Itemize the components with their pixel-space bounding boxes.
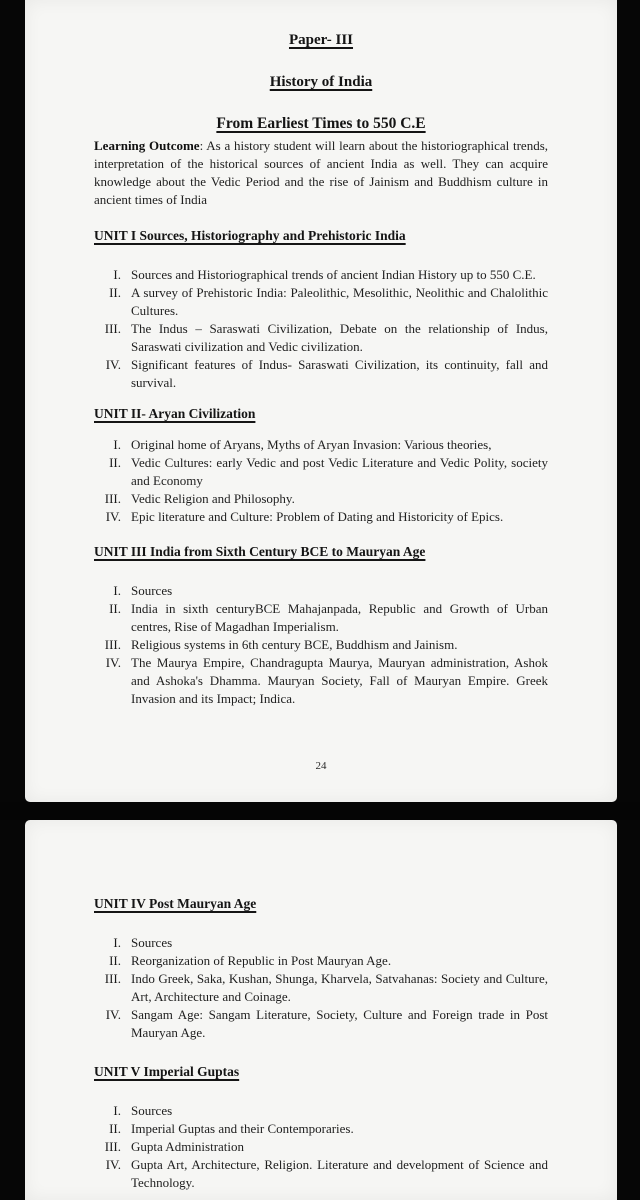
item-text: Vedic Cultures: early Vedic and post Vedic Literature and Vedic Polity, society and Economy: [131, 455, 548, 488]
item-numeral: III.: [104, 1139, 121, 1154]
unit-3-heading: UNIT III India from Sixth Century BCE to Mauryan Age: [94, 544, 426, 559]
item-numeral: I.: [113, 583, 121, 598]
item-numeral: IV.: [105, 1157, 121, 1172]
unit-4-list: [94, 934, 548, 1042]
list-item: [94, 454, 548, 490]
unit-5-list: [94, 1102, 548, 1192]
item-numeral: II.: [109, 953, 121, 968]
list-item: [94, 1138, 548, 1156]
item-numeral: III.: [104, 491, 121, 506]
unit-5-section: [25, 1063, 617, 1192]
item-text: Indo Greek, Saka, Kushan, Shunga, Kharvela, Satvahanas: Society and Culture, Art, Architecture and Coinage.: [131, 971, 548, 1004]
unit-2-section: [25, 405, 617, 526]
unit-1-list: [94, 266, 548, 392]
list-item: [94, 934, 548, 952]
item-text: Sources: [131, 935, 173, 950]
item-numeral: I.: [113, 437, 121, 452]
period-title: From Earliest Times to 550 C.E: [216, 115, 426, 132]
item-numeral: III.: [104, 321, 121, 336]
learning-outcome-paragraph: [94, 137, 548, 209]
unit-2-list: [94, 436, 548, 526]
subject-title: History of India: [269, 74, 373, 90]
list-item: [94, 320, 548, 356]
item-text: A survey of Prehistoric India: Paleolithic, Mesolithic, Neolithic and Chalolithic Cultures.: [131, 285, 548, 318]
unit-4-heading: UNIT IV Post Mauryan Age: [94, 896, 257, 911]
item-numeral: IV.: [105, 1007, 121, 1022]
item-text: Sangam Age: Sangam Literature, Society, Culture and Foreign trade in Post Mauryan Age.: [131, 1007, 548, 1040]
paper-title: Paper- III: [288, 32, 354, 48]
item-text: Gupta Art, Architecture, Religion. Literature and development of Science and Technology.: [131, 1157, 548, 1190]
learning-outcome-label: Learning Outcome: [94, 138, 200, 153]
unit-1-heading: UNIT I Sources, Historiography and Prehistoric India: [94, 228, 406, 243]
unit-2-heading: UNIT II- Aryan Civilization: [94, 406, 256, 421]
item-text: Significant features of Indus- Saraswati Civilization, its continuity, fall and survival.: [131, 357, 548, 390]
item-numeral: I.: [113, 267, 121, 282]
list-item: [94, 284, 548, 320]
item-numeral: II.: [109, 285, 121, 300]
item-text: Imperial Guptas and their Contemporaries.: [131, 1121, 354, 1136]
list-item: [94, 436, 548, 454]
item-numeral: III.: [104, 637, 121, 652]
unit-3-list: [94, 582, 548, 708]
item-text: Reorganization of Republic in Post Mauryan Age.: [131, 953, 392, 968]
item-numeral: III.: [104, 971, 121, 986]
item-numeral: IV.: [105, 357, 121, 372]
list-item: [94, 636, 548, 654]
item-text: India in sixth centuryBCE Mahajanpada, Republic and Growth of Urban centres, Rise of Magadhan Imperialism.: [131, 601, 548, 634]
item-numeral: II.: [109, 455, 121, 470]
item-numeral: I.: [113, 1103, 121, 1118]
item-numeral: I.: [113, 935, 121, 950]
item-text: The Maurya Empire, Chandragupta Maurya, Mauryan administration, Ashok and Ashoka's Dhamma. Mauryan Society, Fall of Mauryan Empire. Greek Invasion and its Impact; Indica.: [131, 655, 548, 706]
item-numeral: II.: [109, 601, 121, 616]
learning-outcome-text: : As a history student will learn about the historiographical trends, interpretation of the historical sources of ancient India as well. They can acquire knowledge about the Vedic Period and the rise of Jainism and Buddhism culture in ancient times of India: [94, 138, 549, 207]
item-text: Epic literature and Culture: Problem of Dating and Historicity of Epics.: [131, 509, 504, 524]
item-numeral: IV.: [105, 509, 121, 524]
list-item: [94, 490, 548, 508]
unit-5-heading: UNIT V Imperial Guptas: [94, 1064, 240, 1079]
list-item: [94, 356, 548, 392]
list-item: [94, 1102, 548, 1120]
page-number: 24: [315, 760, 327, 772]
list-item: [94, 582, 548, 600]
item-numeral: IV.: [105, 655, 121, 670]
unit-1-section: [25, 227, 617, 392]
list-item: [94, 654, 548, 708]
list-item: [94, 970, 548, 1006]
item-numeral: II.: [109, 1121, 121, 1136]
list-item: [94, 508, 548, 526]
item-text: Sources: [131, 583, 173, 598]
item-text: The Indus – Saraswati Civilization, Debate on the relationship of Indus, Saraswati civilization and Vedic civilization.: [131, 321, 548, 354]
item-text: Gupta Administration: [131, 1139, 245, 1154]
list-item: [94, 1120, 548, 1138]
syllabus-page-1: [25, 0, 617, 802]
page-gap-divider: [0, 802, 640, 820]
item-text: Sources: [131, 1103, 173, 1118]
item-text: Vedic Religion and Philosophy.: [131, 491, 295, 506]
list-item: [94, 266, 548, 284]
item-text: Original home of Aryans, Myths of Aryan Invasion: Various theories,: [131, 437, 492, 452]
unit-4-section: [25, 820, 617, 1042]
item-text: Sources and Historiographical trends of ancient Indian History up to 550 C.E.: [131, 267, 536, 282]
syllabus-page-2: [25, 820, 617, 1200]
item-text: Religious systems in 6th century BCE, Buddhism and Jainism.: [131, 637, 458, 652]
list-item: [94, 952, 548, 970]
list-item: [94, 1156, 548, 1192]
unit-3-section: [25, 543, 617, 708]
list-item: [94, 1006, 548, 1042]
list-item: [94, 600, 548, 636]
